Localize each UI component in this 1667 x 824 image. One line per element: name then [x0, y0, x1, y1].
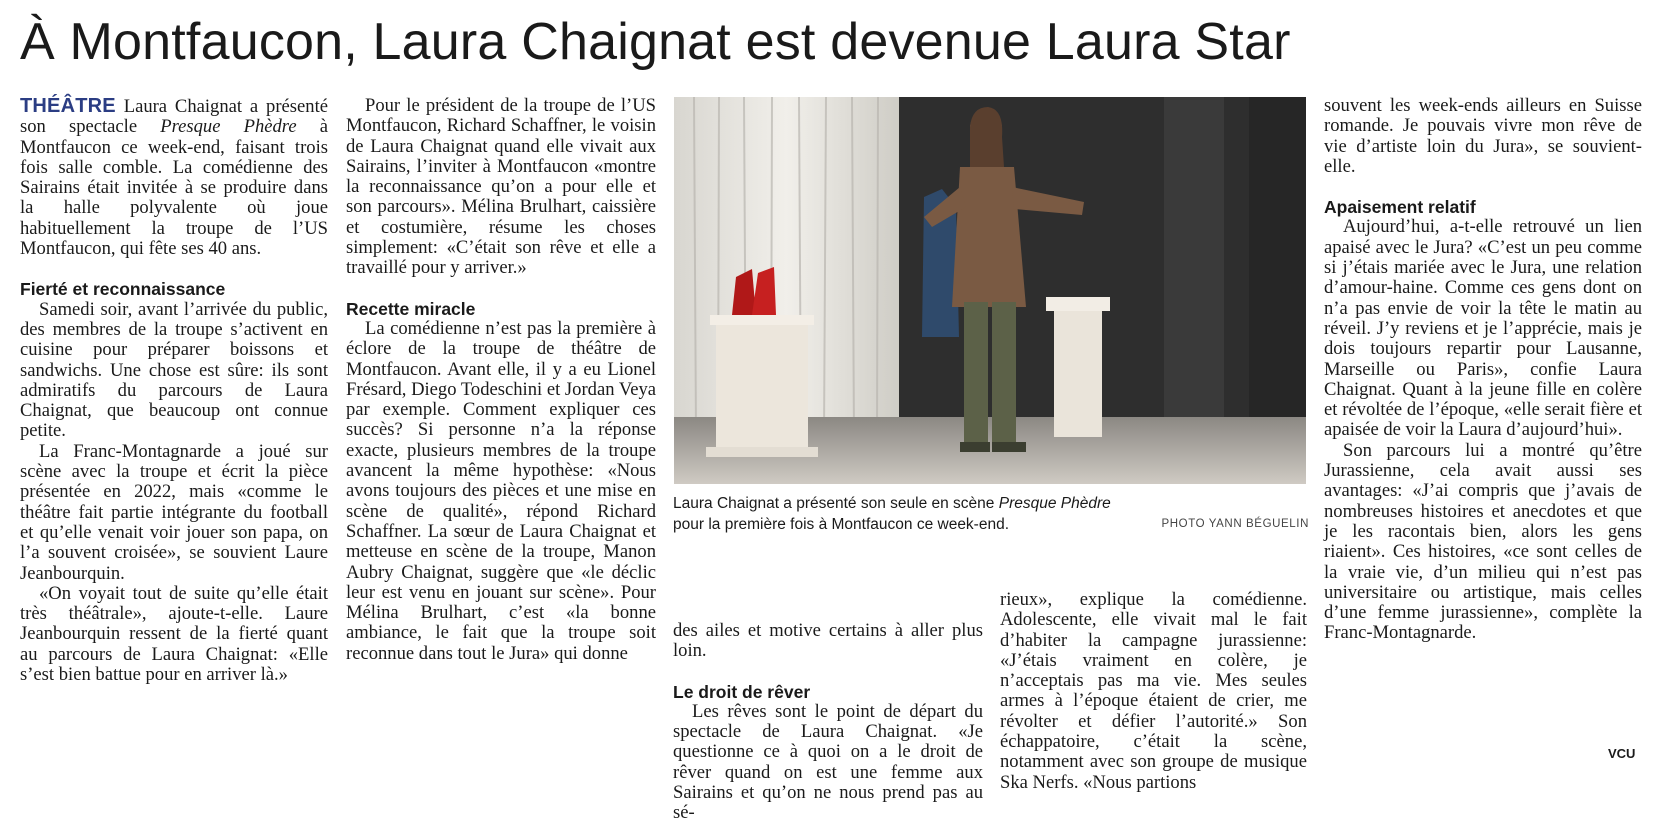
paragraph: souvent les week-ends ailleurs en Suisse romande. Je pouvais vivre mon rêve de vie d’artiste loin du Jura», se souvient-elle.	[1324, 95, 1642, 177]
section-heading-recette: Recette miracle	[346, 298, 476, 319]
paragraph: Aujourd’hui, a-t-elle retrouvé un lien apaisé avec le Jura? «C’est un peu comme si j’étais mariée avec le Jura, une relation d’amour-haine. Comme ces gens dont on n’a pas envie de voir la tête le matin au réveil. J’y reviens et je l’apprécie, mais je dois toujours repartir pour Lausanne, Marseille ou Paris», confie Laura Chaignat. Quant à la jeune fille en colère et révoltée de l’époque, «elle serait fière et apaisée de voir la Laura d’aujourd’hui».	[1324, 216, 1642, 441]
article-photo	[674, 97, 1306, 484]
lead-text-end: à Montfaucon ce week-end, faisant trois fois salle comble. La comédienne des Sairains était invitée à se produire dans la halle polyvalente où joue habituellement la troupe de l’US Montfaucon, qui fête ses 40 ans.	[20, 116, 328, 260]
photo-credit: PHOTO YANN BÉGUELIN	[1161, 518, 1309, 530]
lead-text: Laura Chaignat a présenté son spectacle	[20, 96, 328, 138]
caption-show-title: Presque Phèdre	[998, 495, 1111, 512]
article-column-1	[20, 96, 328, 685]
paragraph: Samedi soir, avant l’arrivée du public, des membres de la troupe s’activent en cuisine pour préparer boissons et sandwichs. Une chose est sûre: ils sont admiratifs du parcours de Laura Chaignat, que beaucoup ont connue petite.	[20, 298, 328, 442]
paragraph: rieux», explique la comédienne. Adolescente, elle vivait mal le fait d’habiter la campagne jurassienne: «J’étais vraiment en colère, je n’acceptais pas ma vie. Mes seules armes à l’époque étaient de crier, me révolter et défier l’autorité.» Son échappatoire, c’était la scène, notamment avec son groupe de musique Ska Nerfs. «Nous partions	[1000, 589, 1307, 793]
section-heading-fierte: Fierté et reconnaissance	[20, 279, 226, 300]
article-column-3	[673, 621, 983, 824]
article-column-4	[1000, 590, 1307, 793]
photo-caption	[673, 493, 1309, 535]
rubric-label: THÉÂTRE	[20, 95, 116, 117]
author-signature: VCU	[1608, 746, 1636, 761]
headline: À Montfaucon, Laura Chaignat est devenue Laura Star	[20, 13, 1291, 71]
caption-text: Laura Chaignat a présenté son seule en scène	[673, 495, 999, 512]
article-column-5	[1324, 96, 1642, 644]
stage-photo-illustration	[674, 97, 1306, 484]
paragraph: Son parcours lui a montré qu’être Jurassienne, cela avait aussi ses avantages: «J’ai compris que j’avais de nombreuses histoires et anecdotes et que je les racontais bien, alors les gens riaient». Ces histoires, «ce sont celles de la vraie vie, d’un milieu qui n’est pas universitaire ou artistique, mais celles d’une femme jurassienne», complète la Franc-Montagnarde.	[1324, 439, 1642, 644]
paragraph: La comédienne n’est pas la première à éclore de la troupe de théâtre de Montfaucon. Avant elle, il y a eu Lionel Frésard, Diego Todeschini et Jordan Veya par exemple. Comment expliquer ces succès? Si personne n’a la réponse exacte, plusieurs membres de la troupe avancent la même hypothèse: «Nous avons toujours des pièces et une mise en scène de qualité», répond Richard Schaffner. La sœur de Laura Chaignat et metteuse en scène de la troupe, Manon Aubry Chaignat, suggère que «le déclic leur est venu en jouant sur scène». Pour Mélina Brulhart, c’est «la bonne ambiance, le fait que la troupe soit reconnue dans tout le Jura» qui donne	[346, 317, 656, 664]
paragraph: La Franc-Montagnarde a joué sur scène avec la troupe et écrit la pièce présentée en 2022, mais «comme le théâtre fait partie intégrante du football et qu’elle venait voir jouer son papa, on l’a souvent croisée», se souvient Laure Jeanbourquin.	[20, 440, 328, 584]
section-heading-droit: Le droit de rêver	[673, 681, 811, 702]
paragraph: Pour le président de la troupe de l’US Montfaucon, Richard Schaffner, le voisin de Laura Chaignat quand elle vivait aux Sairains, l’inviter à Montfaucon «montre la reconnaissance qu’on a pour elle et son parcours». Mélina Brulhart, caissière et costumière, résume les choses simplement: «C’était son rêve et elle a travaillé pour y arriver.»	[346, 95, 656, 279]
paragraph: «On voyait tout de suite qu’elle était très théâtrale», ajoute-t-elle. Laure Jeanbourquin ressent de la fierté quant au parcours de Laura Chaignat: «Elle s’est bien battue pour en arriver là.»	[20, 582, 328, 686]
caption-text-end: pour la première fois à Montfaucon ce week-end.	[673, 516, 1010, 533]
section-heading-apaisement: Apaisement relatif	[1324, 197, 1476, 218]
paragraph: des ailes et motive certains à aller plus loin.	[673, 620, 983, 662]
show-title: Presque Phèdre	[160, 116, 297, 138]
lead-paragraph	[20, 96, 328, 259]
article-column-2	[346, 96, 656, 664]
paragraph: Les rêves sont le point de départ du spectacle de Laura Chaignat. «Je questionne ce à quoi on a le droit de rêver quand on est une femme aux Sairains et qu’on ne nous prend pas au sé-	[673, 700, 983, 824]
